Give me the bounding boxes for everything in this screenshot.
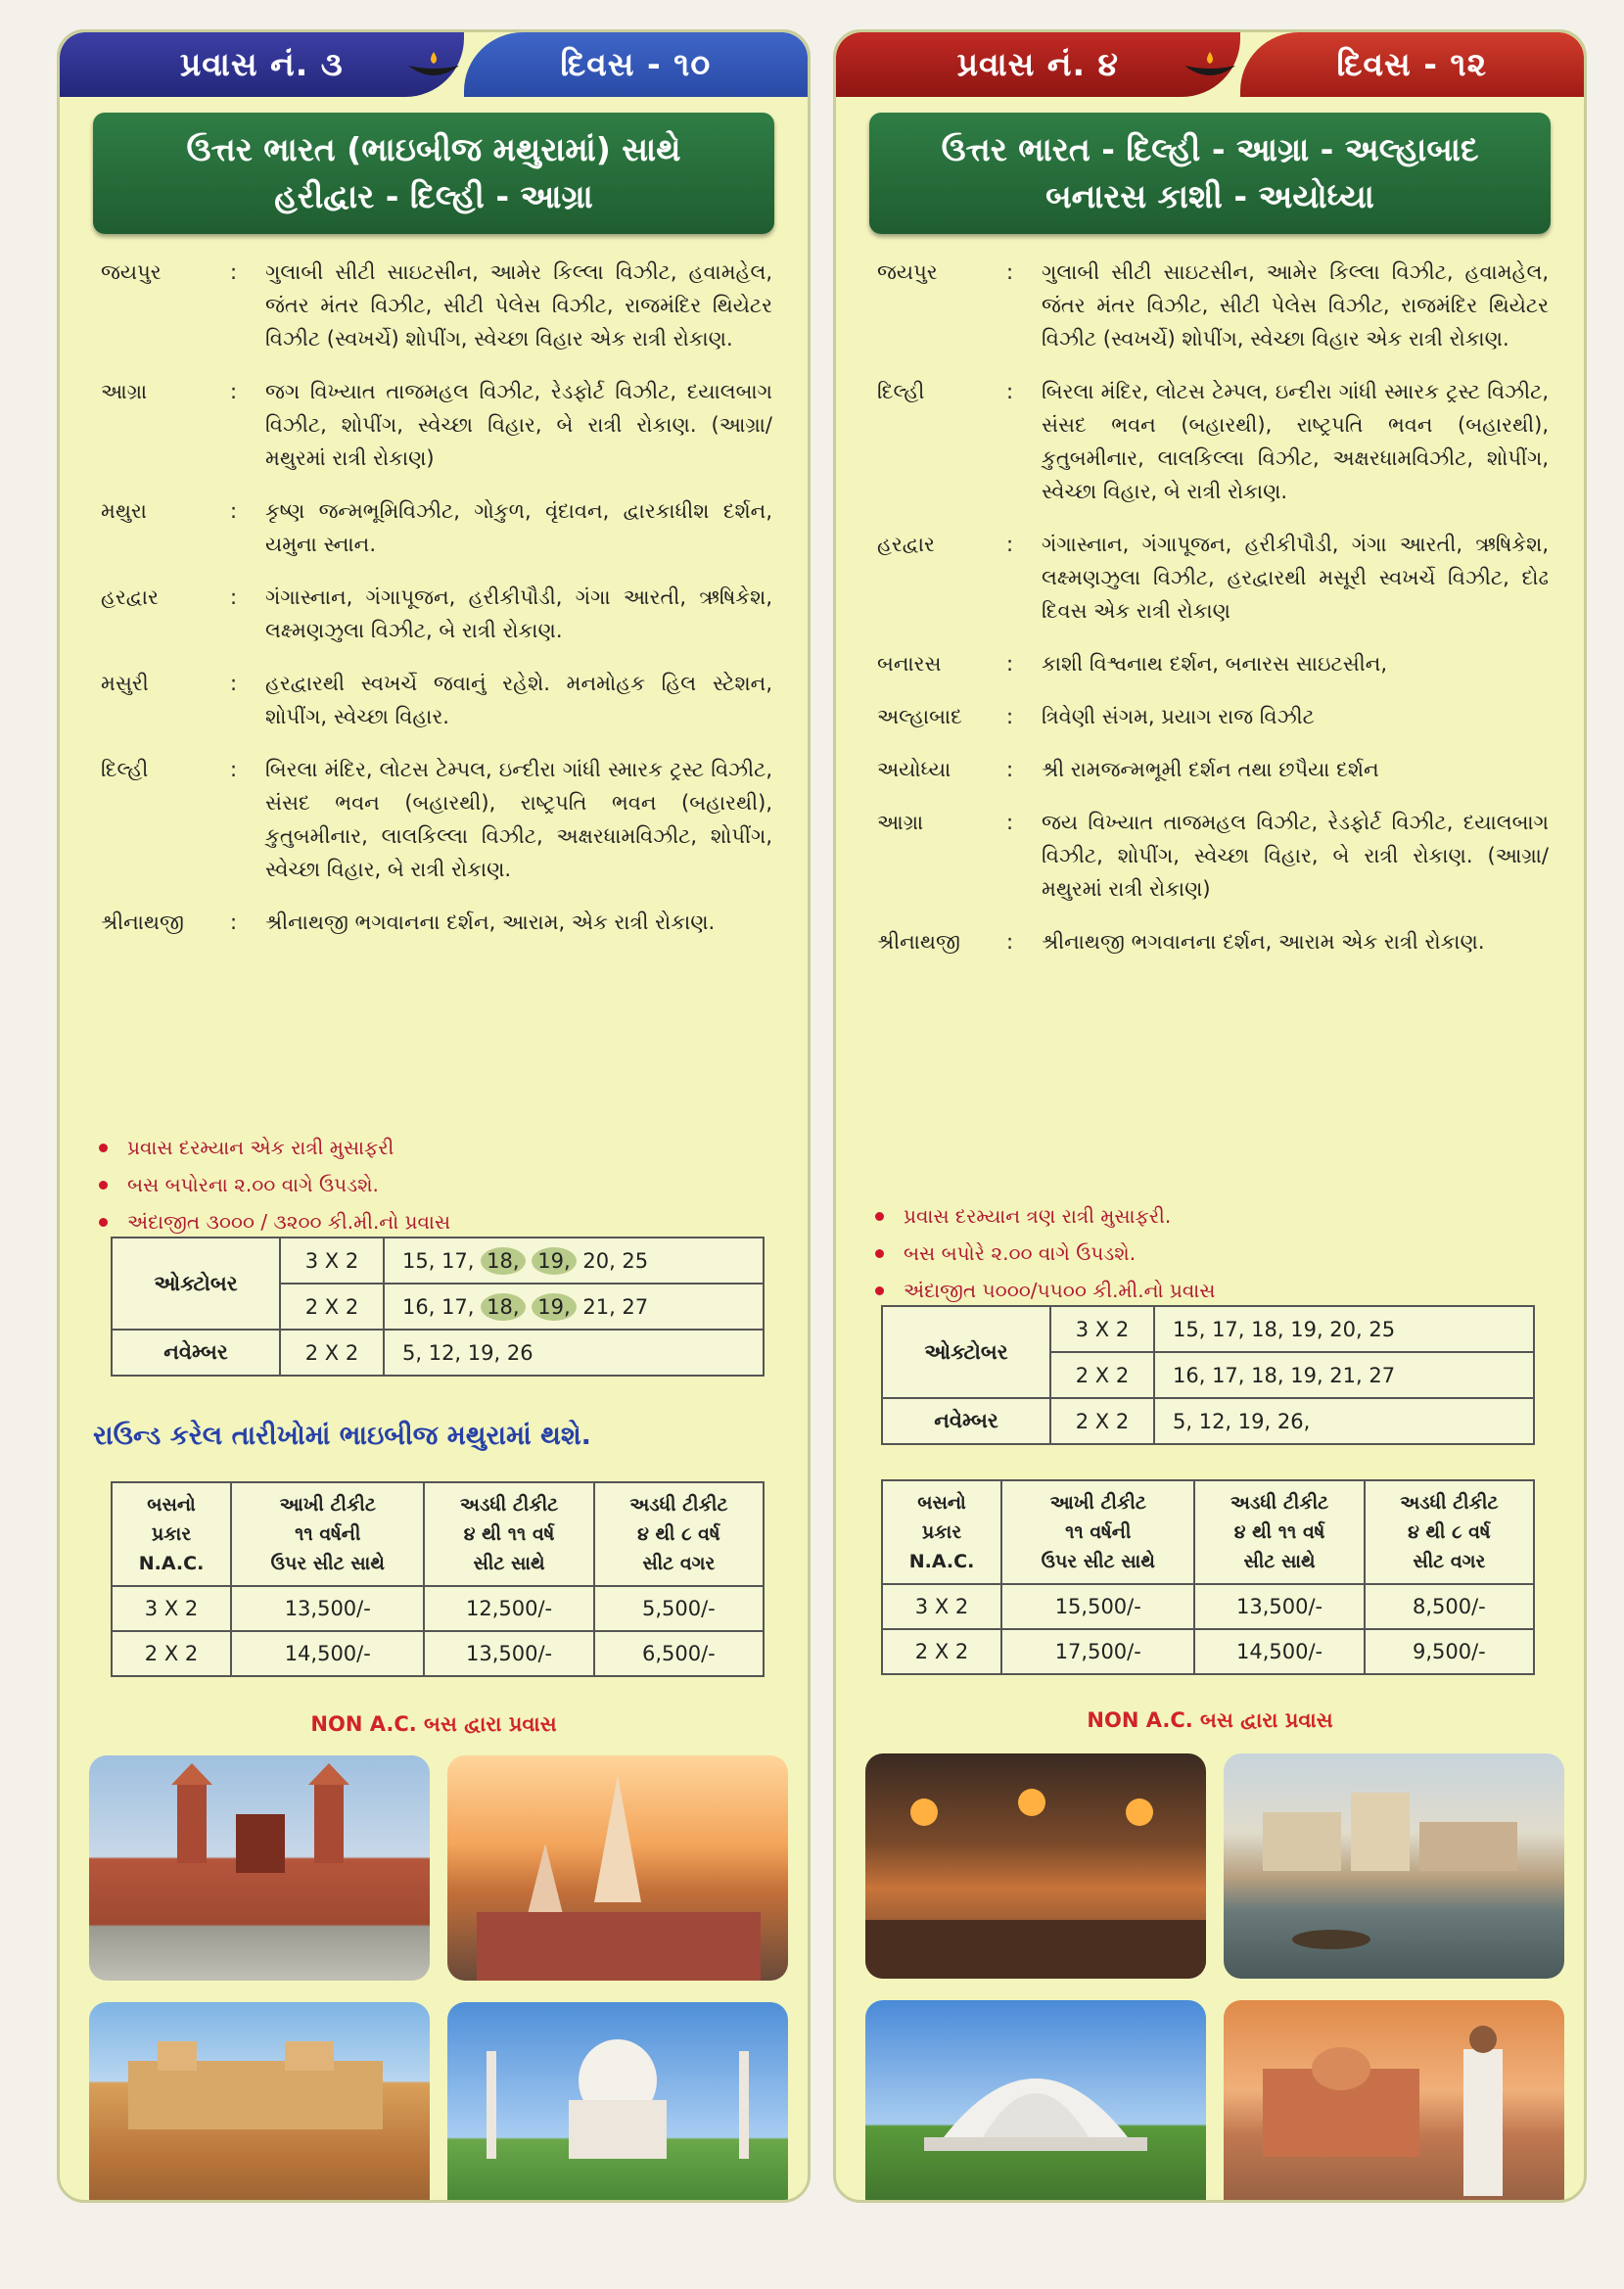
note-item: અંદાજીત ૩૦૦૦ / ૩૨૦૦ કી.મી.નો પ્રવાસ	[99, 1203, 778, 1240]
bhaibij-date-highlight: 18,	[481, 1247, 525, 1275]
price-cell: 5,500/-	[594, 1586, 764, 1631]
tour-title	[93, 113, 774, 234]
date-list: 15, 17, 18, 19, 20, 25	[384, 1238, 764, 1284]
place-description: બિરલા મંદિર, લોટસ ટેમ્પલ, ઇન્દીરા ગાંધી સ્મારક ટ્રસ્ટ વિઝીટ, સંસદ ભવન (બહારથી), રાષ્ટ્રપતિ ભવન (બહારથી), કુતુબમીનાર, લાલકિલ્લા વિઝીટ, અક્ષરધામવિઝીટ, શોપીંગ, સ્વેચ્છા વિહાર, બે રાત્રી રોકાણ.	[265, 758, 772, 881]
tour-number: પ્રવાસ નં. ૪	[836, 32, 1240, 97]
price-cell: 14,500/-	[231, 1631, 424, 1676]
note-item: બસ બપોરે ૨.૦૦ વાગે ઉપડશે.	[875, 1235, 1554, 1272]
col-full-ticket: આખી ટીકીટ ૧૧ વર્ષની ઉપર સીટ સાથે	[1001, 1480, 1194, 1584]
note-item: પ્રવાસ દરમ્યાન ત્રણ રાત્રી મુસાફરી.	[875, 1197, 1554, 1235]
tour-title	[869, 113, 1551, 234]
place-name: દિલ્હી	[101, 758, 149, 781]
place-description: કાશી વિશ્વનાથ દર્શન, બનારસ સાઇટસીન,	[1042, 652, 1388, 676]
itinerary-item: હરદ્વાર : ગંગાસ્નાન, ગંગાપૂજન, હરીકીપૌડી, ગંગા આરતી, ઋષિકેશ, લક્ષ્મણઝુલા વિઝીટ, હરદ્વારથી મસૂરી સ્વખર્ચે વિઝીટ, દોઢ દિવસ એક રાત્રી રોકાણ	[875, 528, 1549, 628]
place-name: જયપુર	[101, 260, 162, 284]
note-item: પ્રવાસ દરમ્યાન એક રાત્રી મુસાફરી	[99, 1129, 778, 1166]
place-name: હરદ્વાર	[877, 533, 935, 556]
price-cell: 14,500/-	[1194, 1629, 1364, 1674]
bus-type: 2 X 2	[1050, 1398, 1154, 1444]
itinerary-item: શ્રીનાથજી : શ્રીનાથજી ભગવાનના દર્શન, આરામ, એક રાત્રી રોકાણ.	[99, 906, 772, 939]
departure-dates-table	[111, 1237, 765, 1377]
departure-dates-table	[881, 1305, 1535, 1445]
itinerary-item: બનારસ : કાશી વિશ્વનાથ દર્શન, બનારસ સાઇટસીન,	[875, 647, 1549, 680]
place-name: જયપુર	[877, 260, 938, 284]
table-row	[112, 1631, 764, 1676]
itinerary-item: આગ્રા : જય વિખ્યાત તાજમહલ વિઝીટ, રેડફોર્ટ વિઝીટ, દયાલબાગ વિઝીટ, શોપીંગ, સ્વેચ્છા વિહાર, બે રાત્રી રોકાણ. (આગ્રા/મથુરમાં રાત્રી રોકાણ)	[875, 806, 1549, 906]
note-item: અંદાજીત ૫૦૦૦/૫૫૦૦ કી.મી.નો પ્રવાસ	[875, 1272, 1554, 1309]
place-description: શ્રી રામજન્મભૂમી દર્શન તથા છપૈયા દર્શન	[1042, 758, 1379, 781]
itinerary-item: અલ્હાબાદ : ત્રિવેણી સંગમ, પ્રયાગ રાજ વિઝીટ	[875, 700, 1549, 733]
tour-3-panel	[57, 29, 811, 2203]
place-name: અલ્હાબાદ	[877, 705, 962, 728]
price-cell: 15,500/-	[1001, 1584, 1194, 1629]
place-name: હરદ્વાર	[101, 585, 159, 609]
tour-days: દિવસ - ૧૨	[1240, 32, 1584, 97]
table-row	[112, 1586, 764, 1631]
bus-type: 2 X 2	[280, 1330, 384, 1376]
photo-taj-mahal	[447, 2002, 788, 2203]
itinerary-item: હરદ્વાર : ગંગાસ્નાન, ગંગાપૂજન, હરીકીપૌડી, ગંગા આરતી, ઋષિકેશ, લક્ષ્મણઝુલા વિઝીટ, બે રાત્રી રોકાણ.	[99, 581, 772, 647]
price-cell: 13,500/-	[1194, 1584, 1364, 1629]
table-header-row	[112, 1482, 764, 1586]
bus-type: 3 X 2	[882, 1584, 1001, 1629]
photo-amer-fort	[89, 2002, 430, 2203]
place-description: ગુલાબી સીટી સાઇટસીન, આમેર કિલ્લા વિઝીટ, હવામહેલ, જંતર મંતર વિઝીટ, સીટી પેલેસ વિઝીટ, રાજમંદિર થિયેટર વિઝીટ (સ્વખર્ચે) શોપીંગ, સ્વેચ્છા વિહાર એક રાત્રી રોકાણ.	[1042, 260, 1549, 350]
place-description: ગુલાબી સીટી સાઇટસીન, આમેર કિલ્લા વિઝીટ, હવામહેલ, જંતર મંતર વિઝીટ, સીટી પેલેસ વિઝીટ, રાજમંદિર થિયેટર વિઝીટ (સ્વખર્ચે) શોપીંગ, સ્વેચ્છા વિહાર એક રાત્રી રોકાણ.	[265, 260, 772, 350]
col-bus-type: બસનો પ્રકાર N.A.C.	[112, 1482, 231, 1586]
place-description: જય વિખ્યાત તાજમહલ વિઝીટ, રેડફોર્ટ વિઝીટ, દયાલબાગ વિઝીટ, શોપીંગ, સ્વેચ્છા વિહાર, બે રાત્રી રોકાણ. (આગ્રા/મથુરમાં રાત્રી રોકાણ)	[1042, 811, 1549, 901]
itinerary-item: મસુરી : હરદ્વારથી સ્વખર્ચે જવાનું રહેશે. મનમોહક હિલ સ્ટેશન, શોપીંગ, સ્વેચ્છા વિહાર.	[99, 667, 772, 733]
place-name: મથુરા	[101, 499, 147, 523]
photo-haridwar-temple	[447, 1755, 788, 1981]
tour-notes	[875, 1197, 1554, 1309]
date-list: 15, 17, 18, 19, 20, 25	[1154, 1306, 1534, 1352]
photo-ganga-aarti	[865, 1753, 1206, 1979]
itinerary-item: દિલ્હી : બિરલા મંદિર, લોટસ ટેમ્પલ, ઇન્દીરા ગાંધી સ્મારક ટ્રસ્ટ વિઝીટ, સંસદ ભવન (બહારથી), રાષ્ટ્રપતિ ભવન (બહારથી), કુતુબમીનાર, લાલકિલ્લા વિઝીટ, અક્ષરધામવિઝીટ, શોપીંગ, સ્વેચ્છા વિહાર, બે રાત્રી રોકાણ.	[875, 375, 1549, 508]
place-description: જગ વિખ્યાત તાજમહલ વિઝીટ, રેડફોર્ટ વિઝીટ, દયાલબાગ વિઝીટ, શોપીંગ, સ્વેચ્છા વિહાર, બે રાત્રી રોકાણ. (આગ્રા/મથુરમાં રાત્રી રોકાણ)	[265, 380, 772, 470]
price-cell: 8,500/-	[1365, 1584, 1534, 1629]
col-bus-type: બસનો પ્રકાર N.A.C.	[882, 1480, 1001, 1584]
tour-title-line-2: હરીદ્વાર - દિલ્હી - આગ્રા	[274, 177, 593, 215]
tour-notes	[99, 1129, 778, 1240]
place-description: શ્રીનાથજી ભગવાનના દર્શન, આરામ એક રાત્રી રોકાણ.	[1042, 930, 1485, 954]
tour-4-panel	[833, 29, 1587, 2203]
note-item: બસ બપોરના ૨.૦૦ વાગે ઉપડશે.	[99, 1166, 778, 1203]
place-description: કૃષ્ણ જન્મભૂમિવિઝીટ, ગોકુળ, વૃંદાવન, દ્વારકાધીશ દર્શન, યમુના સ્નાન.	[265, 499, 772, 556]
round-dates-note: રાઉન્ડ કરેલ તારીખોમાં ભાઇબીજ મથુરામાં થશે.	[93, 1421, 591, 1451]
itinerary-item: આગ્રા : જગ વિખ્યાત તાજમહલ વિઝીટ, રેડફોર્ટ વિઝીટ, દયાલબાગ વિઝીટ, શોપીંગ, સ્વેચ્છા વિહાર, બે રાત્રી રોકાણ. (આગ્રા/મથુરમાં રાત્રી રોકાણ)	[99, 375, 772, 475]
photo-red-fort	[89, 1755, 430, 1981]
table-row	[882, 1584, 1534, 1629]
photo-varanasi-ghats	[1224, 1753, 1564, 1979]
itinerary-item: જયપુર : ગુલાબી સીટી સાઇટસીન, આમેર કિલ્લા વિઝીટ, હવામહેલ, જંતર મંતર વિઝીટ, સીટી પેલેસ વિઝીટ, રાજમંદિર થિયેટર વિઝીટ (સ્વખર્ચે) શોપીંગ, સ્વેચ્છા વિહાર એક રાત્રી રોકાણ.	[875, 256, 1549, 355]
place-name: અયોધ્યા	[877, 758, 951, 781]
price-cell: 6,500/-	[594, 1631, 764, 1676]
price-cell: 12,500/-	[424, 1586, 593, 1631]
month-november: નવેમ્બર	[112, 1330, 280, 1376]
photo-lotus-temple	[865, 2000, 1206, 2203]
price-cell: 13,500/-	[231, 1586, 424, 1631]
date-list: 16, 17, 18, 19, 21, 27	[384, 1284, 764, 1330]
col-half-ticket-noseat: અડધી ટીકીટ ૪ થી ૮ વર્ષ સીટ વગર	[594, 1482, 764, 1586]
price-cell: 9,500/-	[1365, 1629, 1534, 1674]
itinerary-item: મથુરા : કૃષ્ણ જન્મભૂમિવિઝીટ, ગોકુળ, વૃંદાવન, દ્વારકાધીશ દર્શન, યમુના સ્નાન.	[99, 494, 772, 561]
place-description: ગંગાસ્નાન, ગંગાપૂજન, હરીકીપૌડી, ગંગા આરતી, ઋષિકેશ, લક્ષ્મણઝુલા વિઝીટ, હરદ્વારથી મસૂરી સ્વખર્ચે વિઝીટ, દોઢ દિવસ એક રાત્રી રોકાણ	[1042, 533, 1549, 623]
diya-lamp-icon	[1181, 50, 1239, 83]
table-header-row	[882, 1480, 1534, 1584]
place-description: ગંગાસ્નાન, ગંગાપૂજન, હરીકીપૌડી, ગંગા આરતી, ઋષિકેશ, લક્ષ્મણઝુલા વિઝીટ, બે રાત્રી રોકાણ.	[265, 585, 772, 642]
price-table	[111, 1481, 765, 1677]
bus-type: 2 X 2	[1050, 1352, 1154, 1398]
itinerary-list	[875, 256, 1549, 978]
table-row	[112, 1330, 764, 1376]
bus-type: 2 X 2	[112, 1631, 231, 1676]
price-cell: 17,500/-	[1001, 1629, 1194, 1674]
itinerary-item: અયોધ્યા : શ્રી રામજન્મભૂમી દર્શન તથા છપૈયા દર્શન	[875, 753, 1549, 786]
date-list: 5, 12, 19, 26	[384, 1330, 764, 1376]
place-name: આગ્રા	[101, 380, 148, 403]
place-description: બિરલા મંદિર, લોટસ ટેમ્પલ, ઇન્દીરા ગાંધી સ્મારક ટ્રસ્ટ વિઝીટ, સંસદ ભવન (બહારથી), રાષ્ટ્રપતિ ભવન (બહારથી), કુતુબમીનાર, લાલકિલ્લા વિઝીટ, અક્ષરધામવિઝીટ, શોપીંગ, સ્વેચ્છા વિહાર, બે રાત્રી રોકાણ.	[1042, 380, 1549, 503]
tour-days: દિવસ - ૧૦	[464, 32, 808, 97]
itinerary-item: દિલ્હી : બિરલા મંદિર, લોટસ ટેમ્પલ, ઇન્દીરા ગાંધી સ્મારક ટ્રસ્ટ વિઝીટ, સંસદ ભવન (બહારથી), રાષ્ટ્રપતિ ભવન (બહારથી), કુતુબમીનાર, લાલકિલ્લા વિઝીટ, અક્ષરધામવિઝીટ, શોપીંગ, સ્વેચ્છા વિહાર, બે રાત્રી રોકાણ.	[99, 753, 772, 886]
bus-type: 3 X 2	[280, 1238, 384, 1284]
table-row	[882, 1629, 1534, 1674]
month-october: ઓક્ટોબર	[112, 1238, 280, 1330]
tour-title-line-1: ઉત્તર ભારત - દિલ્હી - આગ્રા - અલ્હાબાદ	[941, 130, 1479, 168]
tour-number: પ્રવાસ નં. ૩	[60, 32, 464, 97]
bus-type: 3 X 2	[112, 1586, 231, 1631]
itinerary-item: જયપુર : ગુલાબી સીટી સાઇટસીન, આમેર કિલ્લા વિઝીટ, હવામહેલ, જંતર મંતર વિઝીટ, સીટી પેલેસ વિઝીટ, રાજમંદિર થિયેટર વિઝીટ (સ્વખર્ચે) શોપીંગ, સ્વેચ્છા વિહાર એક રાત્રી રોકાણ.	[99, 256, 772, 355]
bhaibij-date-highlight: 19,	[532, 1293, 576, 1321]
place-description: શ્રીનાથજી ભગવાનના દર્શન, આરામ, એક રાત્રી રોકાણ.	[265, 911, 716, 934]
tour-title-line-2: બનારસ કાશી - અયોધ્યા	[1045, 177, 1374, 215]
date-list: 16, 17, 18, 19, 21, 27	[1154, 1352, 1534, 1398]
price-cell: 13,500/-	[424, 1631, 593, 1676]
place-name: દિલ્હી	[877, 380, 925, 403]
non-ac-note: NON A.C. બસ દ્વારા પ્રવાસ	[1087, 1708, 1333, 1732]
price-table	[881, 1479, 1535, 1675]
bhaibij-date-highlight: 19,	[532, 1247, 576, 1275]
table-row	[882, 1398, 1534, 1444]
non-ac-note: NON A.C. બસ દ્વારા પ્રવાસ	[310, 1712, 557, 1736]
col-half-ticket-noseat: અડધી ટીકીટ ૪ થી ૮ વર્ષ સીટ વગર	[1365, 1480, 1534, 1584]
place-name: આગ્રા	[877, 811, 924, 834]
col-full-ticket: આખી ટીકીટ ૧૧ વર્ષની ઉપર સીટ સાથે	[231, 1482, 424, 1586]
diya-lamp-icon	[404, 50, 463, 83]
place-name: શ્રીનાથજી	[877, 930, 960, 954]
tour-title-line-1: ઉત્તર ભારત (ભાઇબીજ મથુરામાં) સાથે	[186, 130, 681, 168]
place-description: ત્રિવેણી સંગમ, પ્રયાગ રાજ વિઝીટ	[1042, 705, 1315, 728]
col-half-ticket-seat: અડધી ટીકીટ ૪ થી ૧૧ વર્ષ સીટ સાથે	[424, 1482, 593, 1586]
table-row	[882, 1306, 1534, 1352]
place-name: મસુરી	[101, 672, 149, 695]
date-list: 5, 12, 19, 26,	[1154, 1398, 1534, 1444]
itinerary-list	[99, 256, 772, 958]
place-name: શ્રીનાથજી	[101, 911, 184, 934]
photo-agra-fort-musician	[1224, 2000, 1564, 2203]
place-name: બનારસ	[877, 652, 942, 676]
bus-type: 2 X 2	[280, 1284, 384, 1330]
month-november: નવેમ્બર	[882, 1398, 1050, 1444]
table-row	[112, 1238, 764, 1284]
month-october: ઓક્ટોબર	[882, 1306, 1050, 1398]
col-half-ticket-seat: અડધી ટીકીટ ૪ થી ૧૧ વર્ષ સીટ સાથે	[1194, 1480, 1364, 1584]
place-description: હરદ્વારથી સ્વખર્ચે જવાનું રહેશે. મનમોહક હિલ સ્ટેશન, શોપીંગ, સ્વેચ્છા વિહાર.	[265, 672, 772, 728]
bhaibij-date-highlight: 18,	[481, 1293, 525, 1321]
bus-type: 3 X 2	[1050, 1306, 1154, 1352]
bus-type: 2 X 2	[882, 1629, 1001, 1674]
itinerary-item: શ્રીનાથજી : શ્રીનાથજી ભગવાનના દર્શન, આરામ એક રાત્રી રોકાણ.	[875, 925, 1549, 958]
